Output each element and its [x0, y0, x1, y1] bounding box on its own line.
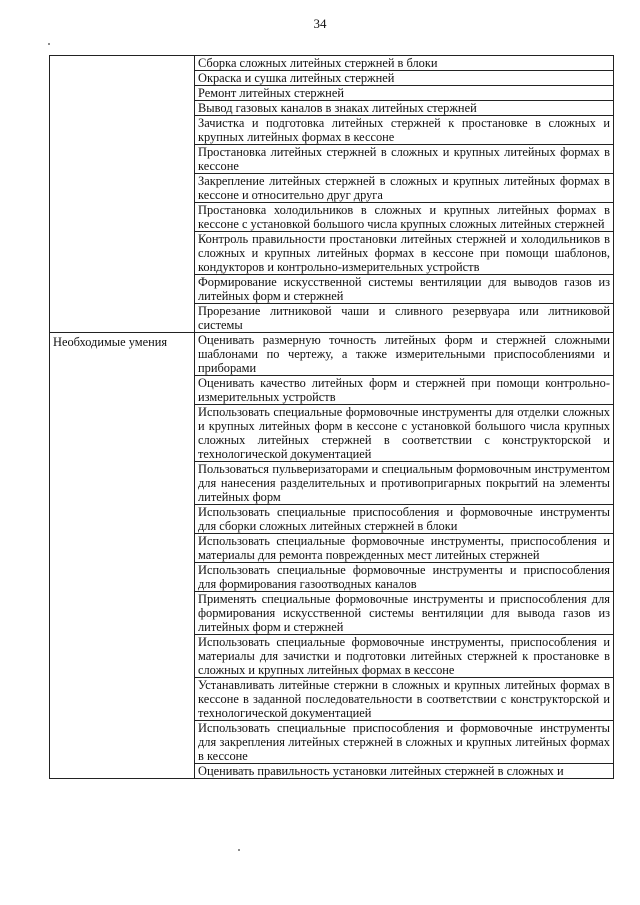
scan-speck: [238, 849, 240, 851]
table-cell: Простановка холодильников в сложных и крупных литейных формах в кессоне с установкой большого числа крупных сложных литейных стержней: [195, 203, 614, 232]
row-heading: Необходимые умения: [50, 333, 195, 779]
table-cell: Оценивать правильность установки литейных стержней в сложных и: [195, 764, 614, 779]
table-cell: Использовать специальные формовочные инструменты и приспособления для формирования газоотводных каналов: [195, 563, 614, 592]
table-cell: Сборка сложных литейных стержней в блоки: [195, 56, 614, 71]
table-cell: Устанавливать литейные стержни в сложных и крупных литейных формах в кессоне в заданной последовательности в соответствии с конструкторской и технологической документацией: [195, 678, 614, 721]
table-cell: Вывод газовых каналов в знаках литейных стержней: [195, 101, 614, 116]
table-cell: Простановка литейных стержней в сложных и крупных литейных формах в кессоне: [195, 145, 614, 174]
table-cell: Ремонт литейных стержней: [195, 86, 614, 101]
table-cell: Использовать специальные формовочные инструменты для отделки сложных и крупных литейных форм в кессоне с установкой большого числа крупных сложных литейных стержней в соответствии с конструкторской и технологической документацией: [195, 405, 614, 462]
table-cell: Применять специальные формовочные инструменты и приспособления для формирования искусственной системы вентиляции для вывода газов из литейных форм и стержней: [195, 592, 614, 635]
table-cell: Использовать специальные формовочные инструменты, приспособления и материалы для зачистки и подготовки литейных стержней к простановке в сложных и крупных литейных формах в кессоне: [195, 635, 614, 678]
row-heading: [50, 56, 195, 333]
table-cell: Контроль правильности простановки литейных стержней и холодильников в сложных и крупных литейных формах в кессоне при помощи шаблонов, кондукторов и контрольно-измерительных устройств: [195, 232, 614, 275]
table-cell: Окраска и сушка литейных стержней: [195, 71, 614, 86]
table-cell: Формирование искусственной системы вентиляции для выводов газов из литейных форм и стержней: [195, 275, 614, 304]
table-row: [50, 56, 614, 71]
table-cell: Использовать специальные приспособления и формовочные инструменты для закрепления литейных стержней в сложных и крупных литейных формах в кессоне: [195, 721, 614, 764]
table-cell: Закрепление литейных стержней в сложных и крупных литейных формах в кессоне и относительно друг друга: [195, 174, 614, 203]
table-cell: Использовать специальные приспособления и формовочные инструменты для сборки сложных литейных стержней в блоки: [195, 505, 614, 534]
page-number: 34: [313, 16, 327, 31]
competency-table: [49, 55, 614, 779]
table-cell: Оценивать качество литейных форм и стержней при помощи контрольно-измерительных устройств: [195, 376, 614, 405]
table-cell: Пользоваться пульверизаторами и специальным формовочным инструментом для нанесения разделительных и противопригарных покрытий на элементы литейных форм: [195, 462, 614, 505]
table-cell: Использовать специальные формовочные инструменты, приспособления и материалы для ремонта поврежденных мест литейных стержней: [195, 534, 614, 563]
scan-speck: [48, 43, 50, 45]
table-cell: Зачистка и подготовка литейных стержней к простановке в сложных и крупных литейных формах в кессоне: [195, 116, 614, 145]
table-cell: Прорезание литниковой чаши и сливного резервуара или литниковой системы: [195, 304, 614, 333]
table-row: [50, 333, 614, 376]
table-cell: Оценивать размерную точность литейных форм и стержней сложными шаблонами по чертежу, а также измерительными приспособлениями и приборами: [195, 333, 614, 376]
